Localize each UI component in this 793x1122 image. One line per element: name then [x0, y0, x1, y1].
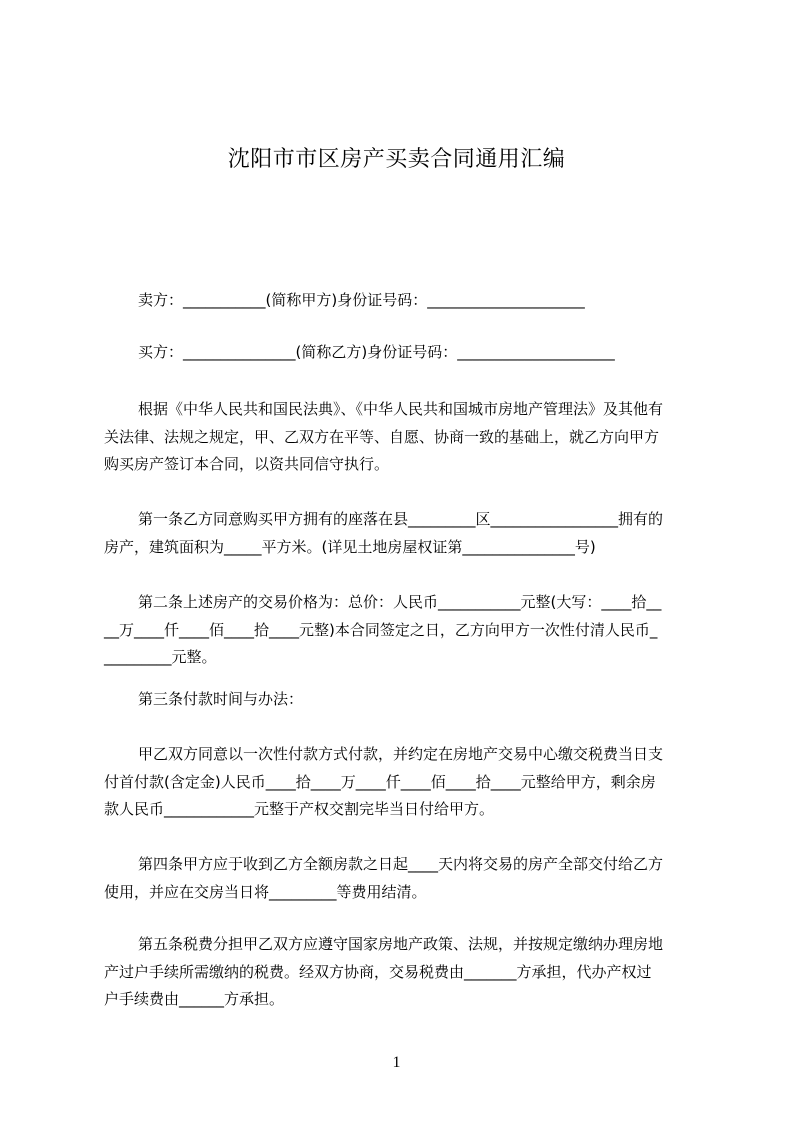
text-line: 使用，并应在交房当日将_________等费用结清。 [104, 882, 427, 901]
text-line: _________元整。 [104, 648, 217, 666]
text-line: 款人民币____________元整于产权交割完毕当日付给甲方。 [104, 800, 495, 818]
text-line: 产过户手续所需缴纳的税费。经双方协商，交易税费由_______方承担，代办产权过 [104, 962, 652, 981]
text-line: 根据《中华人民共和国民法典》、《中华人民共和国城市房地产管理法》及其他有 [138, 400, 664, 418]
text-line: 第二条上述房产的交易价格为：总价：人民币___________元整(大写：____拾__ [138, 593, 662, 611]
text-line: 房产，建筑面积为_____平方米。(详见土地房屋权证第_______________号) [104, 537, 596, 556]
article-4-paragraph [104, 851, 714, 906]
text-line: 甲乙双方同意以一次性付款方式付款，并约定在房地产交易中心缴交税费当日支 [138, 745, 664, 763]
article-2-paragraph [104, 589, 714, 672]
text-line: 卖方：___________(简称甲方)身份证号码：_____________________ [138, 291, 585, 309]
text-line: __万____仟____佰____拾____元整)本合同签定之日，乙方向甲方一次性付清人民币_ [104, 620, 658, 639]
document-title: 沈阳市市区房产买卖合同通用汇编 [227, 147, 566, 172]
preamble-paragraph [104, 396, 714, 479]
text-line: 第三条付款时间与办法： [138, 690, 304, 708]
text-line: 户手续费由______方承担。 [104, 990, 285, 1008]
text-line: 第四条甲方应于收到乙方全额房款之日起____天内将交易的房产全部交付给乙方 [138, 855, 664, 873]
payment-paragraph [104, 741, 714, 824]
text-line: 第一条乙方同意购买甲方拥有的座落在县_________区_________________拥有的 [138, 510, 664, 528]
buyer-line [104, 339, 714, 367]
text-line: 买方：_______________(简称乙方)身份证号码：_____________________ [138, 343, 615, 361]
article-3-heading [104, 686, 714, 714]
text-line: 付首付款(含定金)人民币____拾____万____仟____佰____拾____元整给甲方，剩余房 [104, 772, 656, 791]
text-line: 购买房产签订本合同，以资共同信守执行。 [104, 455, 390, 473]
article-1-paragraph [104, 506, 714, 561]
seller-line [104, 287, 714, 315]
page-number: 1 [392, 1054, 401, 1071]
article-5-paragraph [104, 931, 714, 1014]
text-line: 第五条税费分担甲乙双方应遵守国家房地产政策、法规，并按规定缴纳办理房地 [138, 935, 664, 953]
text-line: 关法律、法规之规定，甲、乙双方在平等、自愿、协商一致的基础上，就乙方向甲方 [104, 427, 660, 446]
